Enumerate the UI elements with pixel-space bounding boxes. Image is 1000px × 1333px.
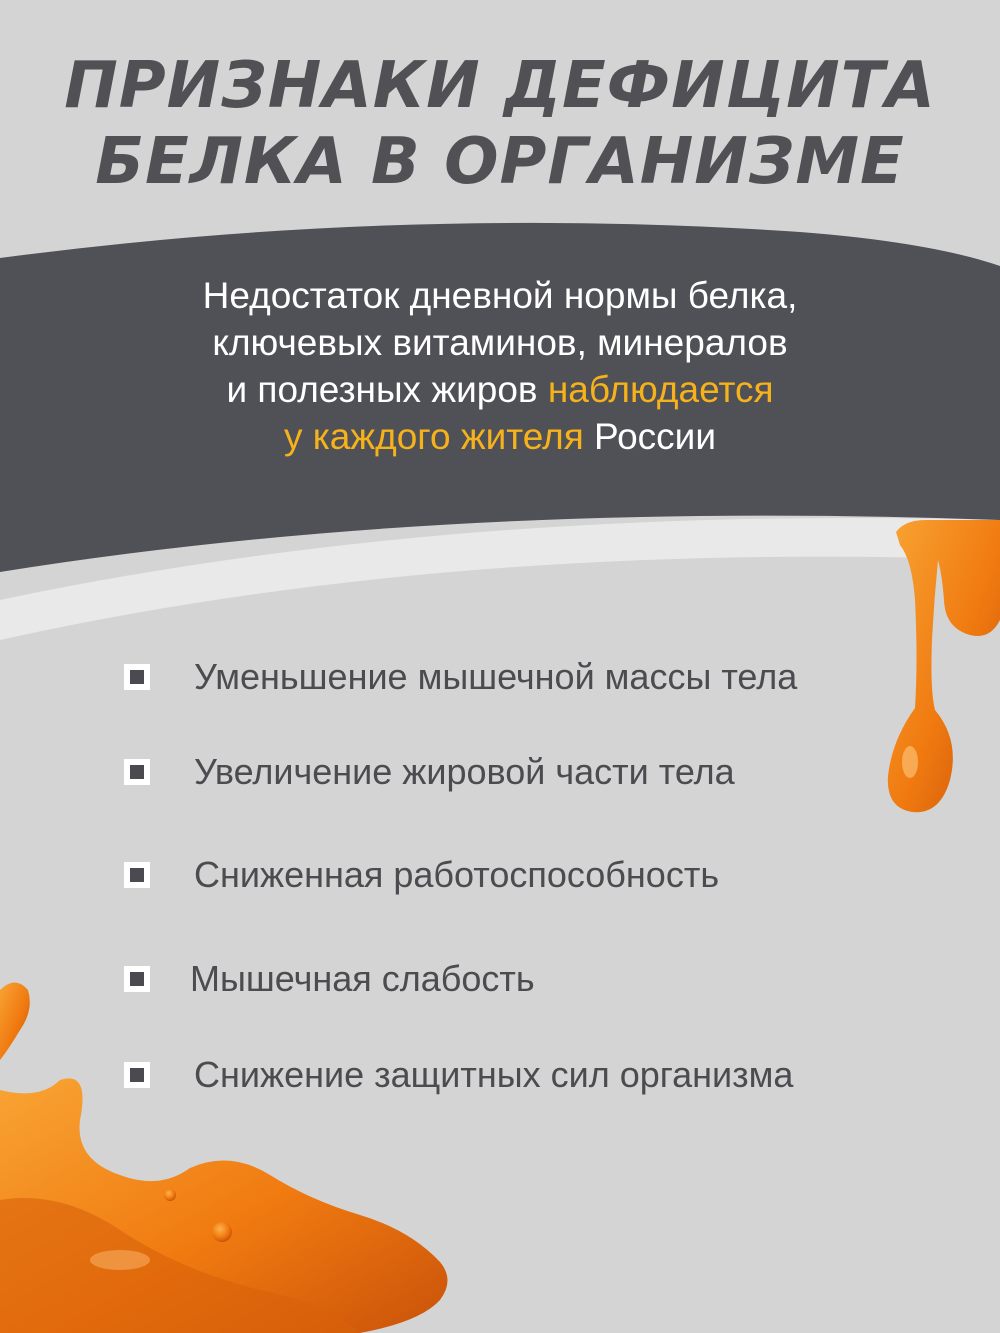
list-item <box>124 747 904 801</box>
paint-splash-left <box>0 983 448 1333</box>
intro-line-1: Недостаток дневной нормы белка, <box>202 275 798 316</box>
square-bullet-icon <box>124 966 150 992</box>
intro-line-4 <box>0 413 1000 460</box>
list-item <box>124 652 904 706</box>
intro-line-4-highlight: у каждого жителя <box>284 416 584 457</box>
intro-line-3-plain: и полезных жиров <box>226 369 548 410</box>
square-bullet-icon <box>124 759 150 785</box>
intro-line-3 <box>0 366 1000 413</box>
symptom-text: Увеличение жировой части тела <box>194 751 735 792</box>
title-line-2: БЕЛКА В ОРГАНИЗМЕ <box>95 125 905 199</box>
list-item <box>124 850 904 904</box>
square-bullet-icon <box>124 1062 150 1088</box>
intro-line-2: ключевых витаминов, минералов <box>212 322 788 363</box>
symptom-text: Мышечная слабость <box>190 958 535 999</box>
square-bullet-icon <box>124 862 150 888</box>
symptom-text: Снижение защитных сил организма <box>194 1054 794 1095</box>
list-item <box>124 954 904 1008</box>
list-item <box>124 1050 904 1104</box>
intro-text <box>0 272 1000 460</box>
symptom-text: Сниженная работоспособность <box>194 854 720 895</box>
square-bullet-icon <box>124 664 150 690</box>
paint-drip-right <box>888 520 1000 812</box>
intro-line-3-highlight: наблюдается <box>547 369 774 410</box>
intro-line-4-plain: России <box>583 416 716 457</box>
title-line-1: ПРИЗНАКИ ДЕФИЦИТА <box>64 49 936 123</box>
page-title <box>0 48 1000 200</box>
symptom-text: Уменьшение мышечной массы тела <box>194 656 798 697</box>
